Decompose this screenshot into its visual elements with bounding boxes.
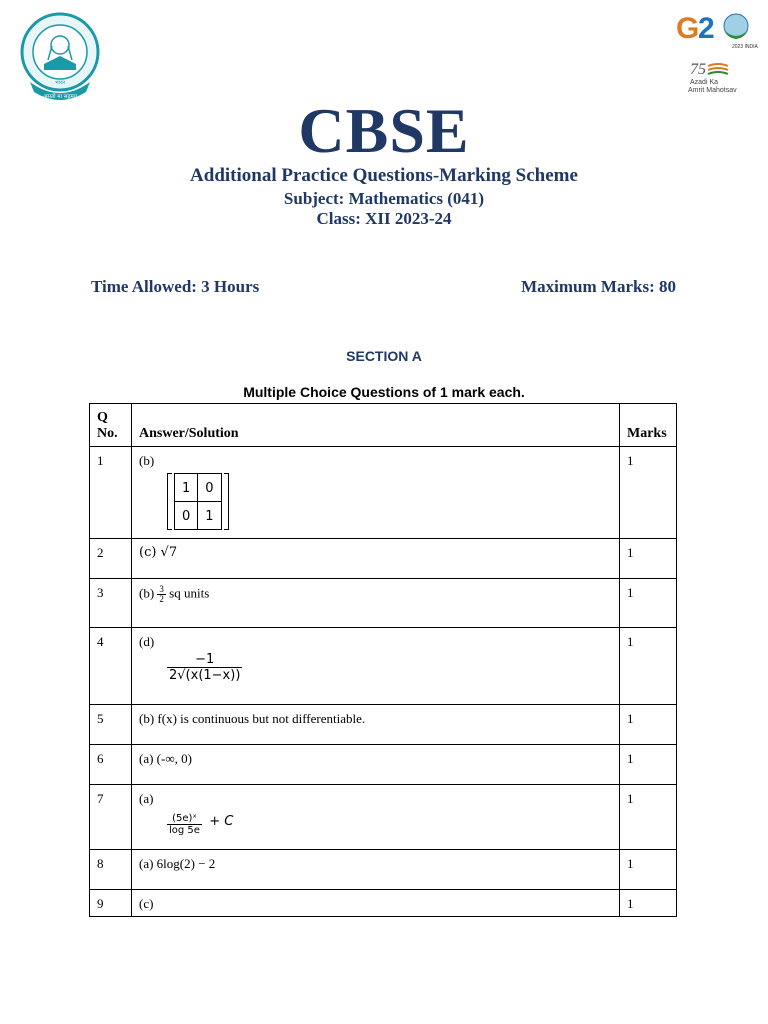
- marks-cell: 1: [620, 785, 677, 850]
- table-row: [90, 890, 677, 917]
- table-row: [90, 447, 677, 539]
- marks-cell: 1: [620, 745, 677, 785]
- answer-cell: (a) (-∞, 0): [132, 745, 620, 785]
- table-row: [90, 850, 677, 890]
- q-number: 9: [90, 890, 132, 917]
- marks-cell: 1: [620, 447, 677, 539]
- integration-constant: + C: [209, 814, 234, 829]
- cbse-emblem-logo: [20, 12, 100, 106]
- fraction-denominator: 2: [159, 594, 164, 604]
- marks-cell: 1: [620, 628, 677, 705]
- answer-cell: [132, 579, 620, 628]
- fraction-denominator: 2√(x(1−x)): [169, 668, 241, 683]
- table-row: [90, 785, 677, 850]
- marks-cell: 1: [620, 539, 677, 579]
- answer-suffix: sq units: [169, 585, 210, 601]
- svg-text:75: 75: [690, 61, 706, 78]
- fraction-numerator: −1: [167, 652, 242, 668]
- fraction: [167, 813, 202, 836]
- answer-cell: [132, 447, 620, 539]
- marks-cell: 1: [620, 850, 677, 890]
- fraction-numerator: (5e)ˣ: [167, 813, 202, 825]
- answer-cell: (c) √7: [132, 539, 620, 579]
- g20-subtext: 2023 INDIA: [732, 44, 758, 50]
- svg-text:Amrit Mahotsav: Amrit Mahotsav: [688, 87, 737, 94]
- answer-text: (b): [139, 453, 155, 468]
- answer-table: [89, 403, 677, 917]
- class-line: Class: XII 2023-24: [316, 209, 452, 228]
- svg-text:Azadi Ka: Azadi Ka: [690, 79, 719, 86]
- answer-cell: [132, 785, 620, 850]
- q-number: 3: [90, 579, 132, 628]
- marks-cell: 1: [620, 890, 677, 917]
- document-title: Additional Practice Questions-Marking Scheme: [190, 165, 578, 186]
- section-title: SECTION A: [346, 348, 422, 364]
- answer-text: (d): [139, 634, 155, 649]
- cbse-motto: असतो मा सद्गमय: [43, 94, 77, 100]
- section-subtitle: Multiple Choice Questions of 1 mark each.: [243, 384, 525, 400]
- svg-text:2: 2: [698, 12, 715, 45]
- table-row: [90, 705, 677, 745]
- cbse-bottom-text: भारत: [55, 80, 65, 86]
- table-header-row: [90, 404, 677, 447]
- time-allowed: Time Allowed: 3 Hours: [91, 277, 260, 296]
- answer-cell: [132, 628, 620, 705]
- q-number: 5: [90, 705, 132, 745]
- fraction-denominator: log 5e: [169, 825, 200, 836]
- identity-matrix: 1 0 0 1: [167, 473, 229, 530]
- q-number: 2: [90, 539, 132, 579]
- q-number: 1: [90, 447, 132, 539]
- amrit-mahotsav-logo: [686, 58, 750, 94]
- q-number: 4: [90, 628, 132, 705]
- table-row: [90, 579, 677, 628]
- answer-prefix: (b): [139, 585, 155, 601]
- marks-cell: 1: [620, 579, 677, 628]
- answer-cell: (c): [132, 890, 620, 917]
- fraction-numerator: 3: [159, 584, 164, 594]
- g20-logo: [674, 8, 758, 50]
- subject-line: Subject: Mathematics (041): [283, 189, 485, 208]
- table-row: [90, 628, 677, 705]
- q-number: 7: [90, 785, 132, 850]
- answer-cell: (a) 6log(2) − 2: [132, 850, 620, 890]
- header-marks: Marks: [620, 404, 677, 447]
- table-row: [90, 745, 677, 785]
- fraction: [157, 585, 166, 604]
- q-number: 8: [90, 850, 132, 890]
- fraction: [167, 652, 242, 683]
- header-answer: Answer/Solution: [132, 404, 620, 447]
- answer-cell: (b) f(x) is continuous but not differentiable.: [132, 705, 620, 745]
- svg-text:G: G: [676, 12, 700, 45]
- q-number: 6: [90, 745, 132, 785]
- marks-cell: 1: [620, 705, 677, 745]
- brand-title: CBSE: [298, 95, 470, 166]
- header-q-no: Q No.: [90, 404, 132, 447]
- table-row: [90, 539, 677, 579]
- answer-text: (a): [139, 791, 154, 806]
- maximum-marks: Maximum Marks: 80: [521, 277, 676, 296]
